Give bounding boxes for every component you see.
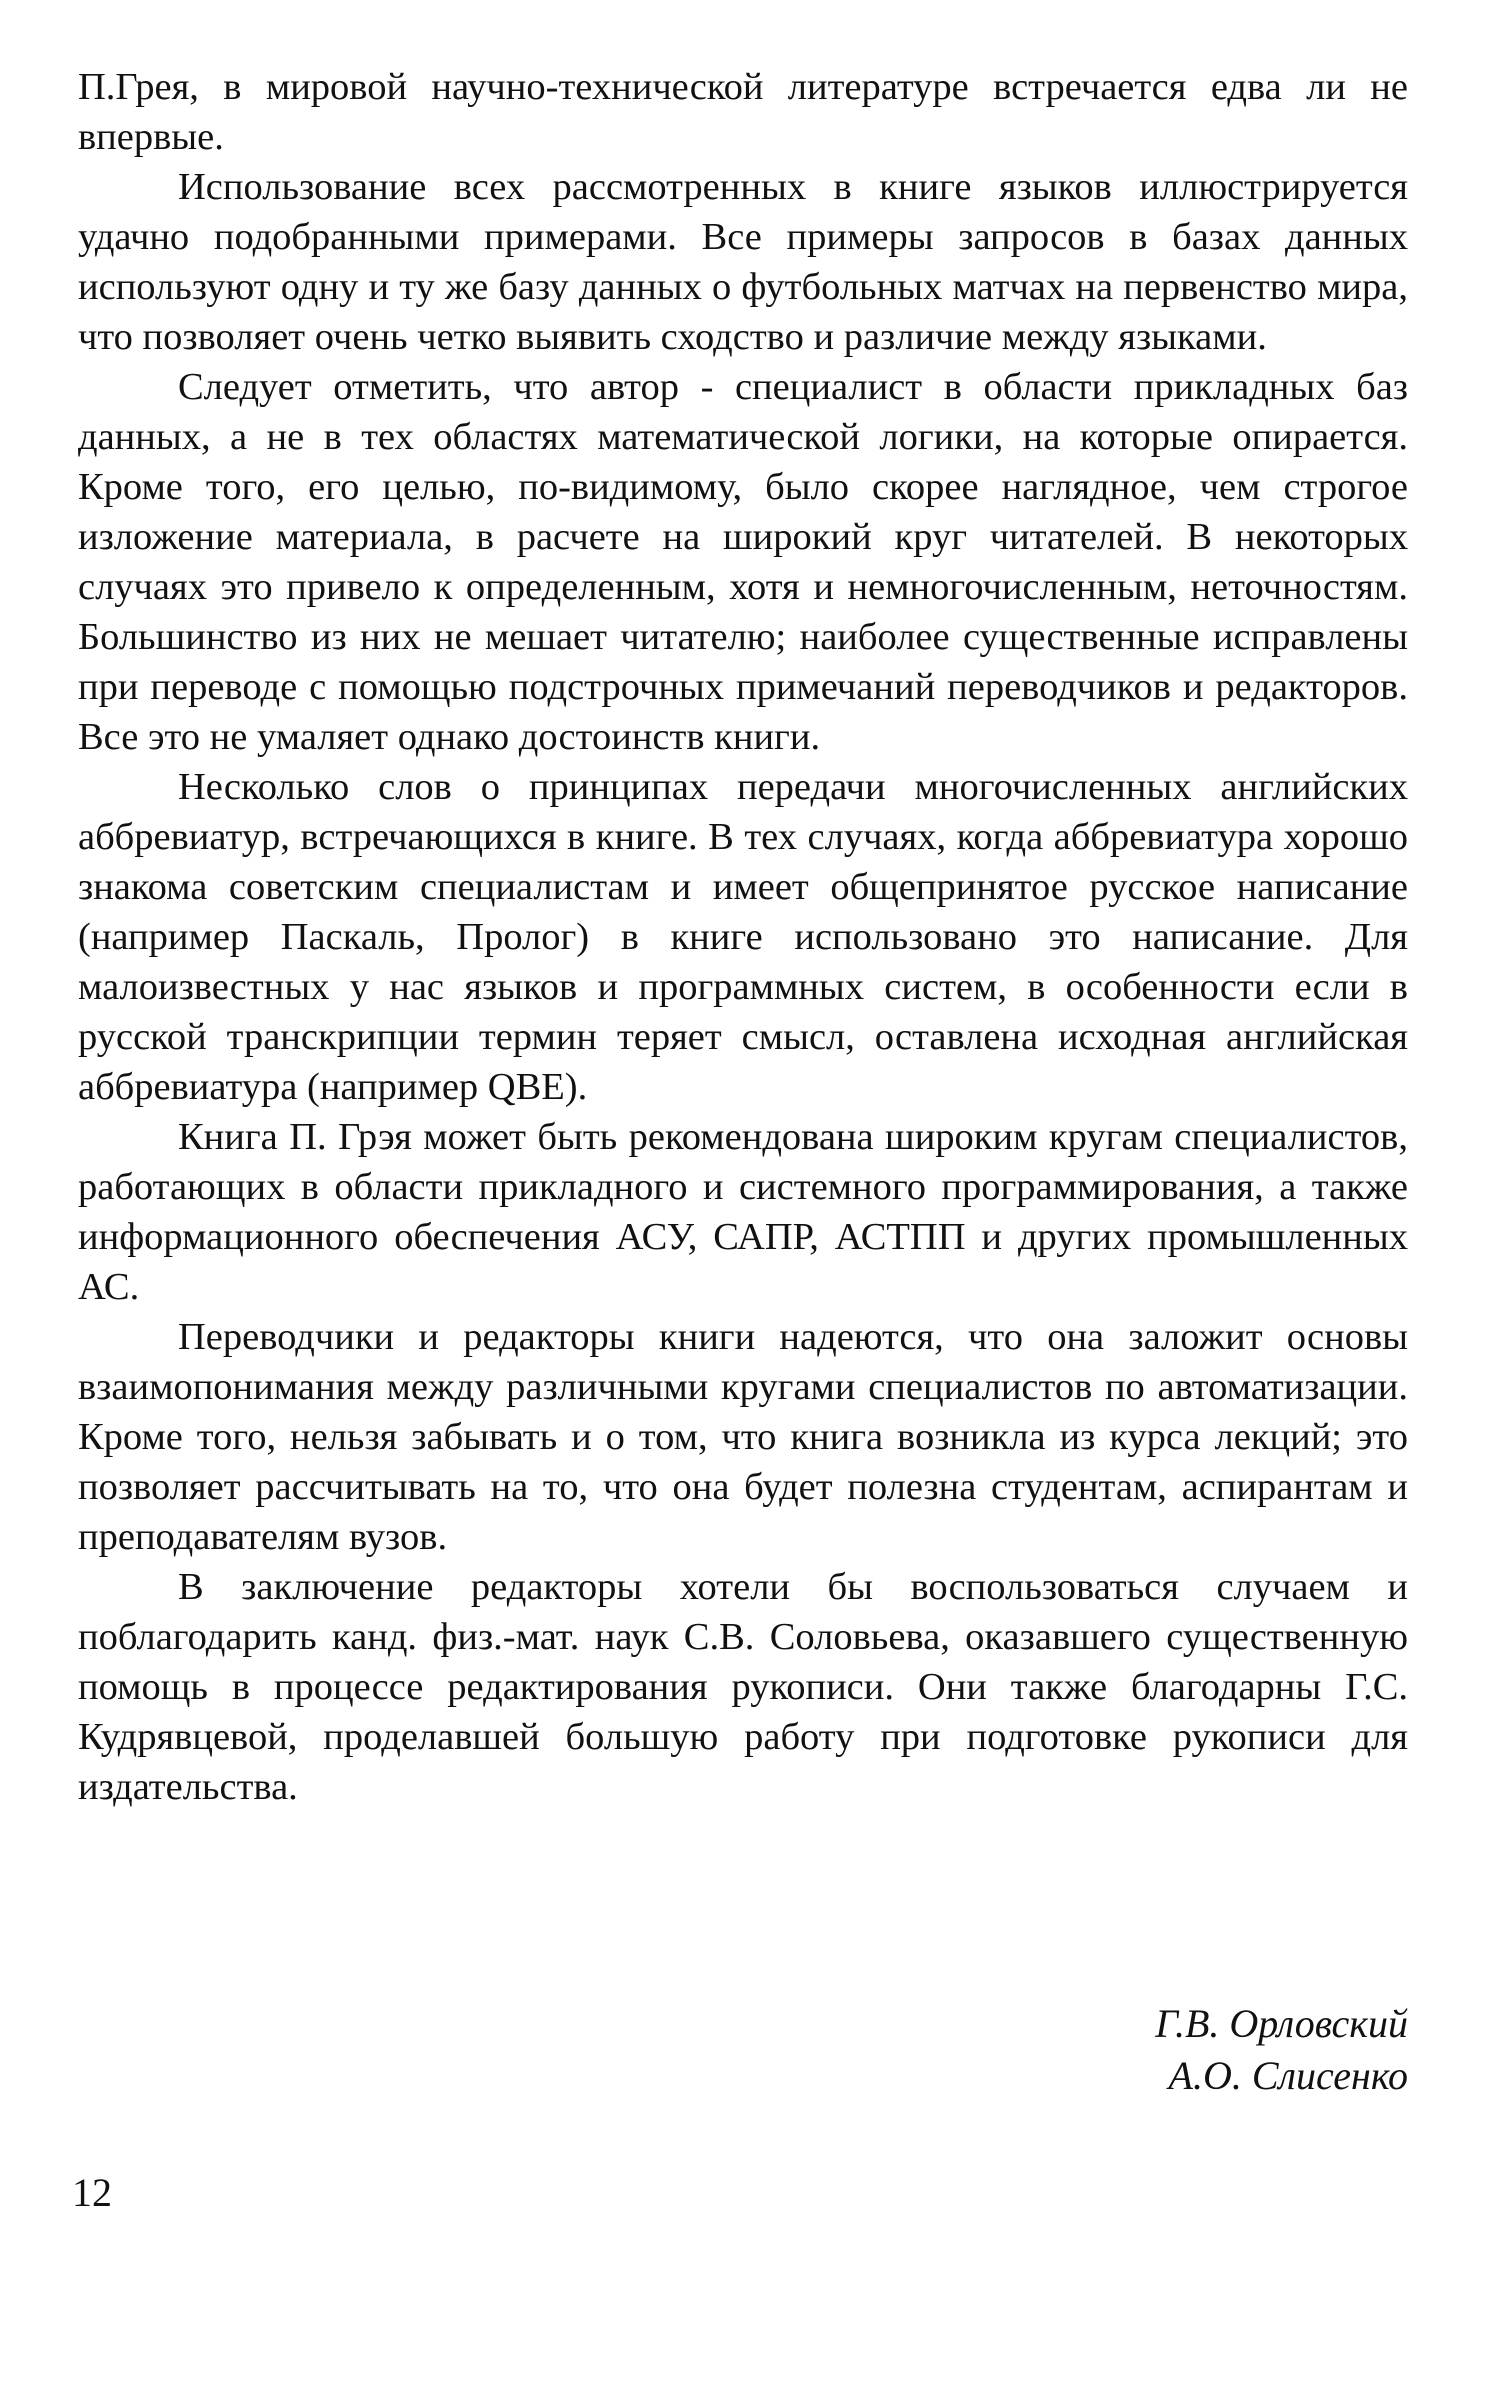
paragraph-abbreviations: Несколько слов о принципах передачи многочисленных английских аббревиатур, встречающихся в книге. В тех случаях, когда аббревиатура хорошо знакома советским специалистам и имеет общепринятое русское написание (например Паскаль, Пролог) в книге использовано это написание. Для малоизвестных у нас языков и программных систем, в особенности если в русской транскрипции термин теряет смысл, оставлена исходная английская аббревиатура (например QBE). [78, 766, 1408, 1108]
signatures-block [1155, 1998, 1408, 2102]
paragraph-translators-hope: Переводчики и редакторы книги надеются, что она заложит основы взаимопонимания между различными кругами специалистов по автоматизации. Кроме того, нельзя забывать и о том, что книга возникла из курса лекций; это позволяет рассчитывать на то, что она будет полезна студентам, аспирантам и преподавателям вузов. [78, 1316, 1408, 1558]
paragraph-acknowledgements: В заключение редакторы хотели бы воспользоваться случаем и поблагодарить канд. физ.-мат. наук С.В. Соловьева, оказавшего существенную помощь в процессе редактирования рукописи. Они также благодарны Г.С. Кудрявцевой, проделавшей большую работу при подготовке рукописи для издательства. [78, 1566, 1408, 1808]
paragraph-examples: Использование всех рассмотренных в книге языков иллюстрируется удачно подобранными примерами. Все примеры запросов в базах данных используют одну и ту же базу данных о футбольных матчах на первенство мира, что позволяет очень четко выявить сходство и различие между языками. [78, 166, 1408, 358]
signature-slisenko: А.О. Слисенко [1168, 2053, 1408, 2098]
paragraph-continuation: П.Грея, в мировой научно-технической литературе встречается едва ли не впервые. [78, 66, 1408, 158]
paragraph-author-notes: Следует отметить, что автор - специалист в области прикладных баз данных, а не в тех областях математической логики, на которые опирается. Кроме того, его целью, по-видимому, было скорее наглядное, чем строгое изложение материала, в расчете на широкий круг читателей. В некоторых случаях это привело к определенным, хотя и немногочисленным, неточностям. Большинство из них не мешает читателю; наиболее существенные исправлены при переводе с помощью подстрочных примечаний переводчиков и редакторов. Все это не умаляет однако достоинств книги. [78, 366, 1408, 758]
paragraph-recommendation: Книга П. Грэя может быть рекомендована широким кругам специалистов, работающих в области прикладного и системного программирования, а также информационного обеспечения АСУ, САПР, АСТПП и других промышленных АС. [78, 1116, 1408, 1308]
signature-orlovsky: Г.В. Орловский [1155, 2001, 1408, 2046]
page-number: 12 [72, 2170, 112, 2215]
page-body [78, 62, 1408, 1812]
